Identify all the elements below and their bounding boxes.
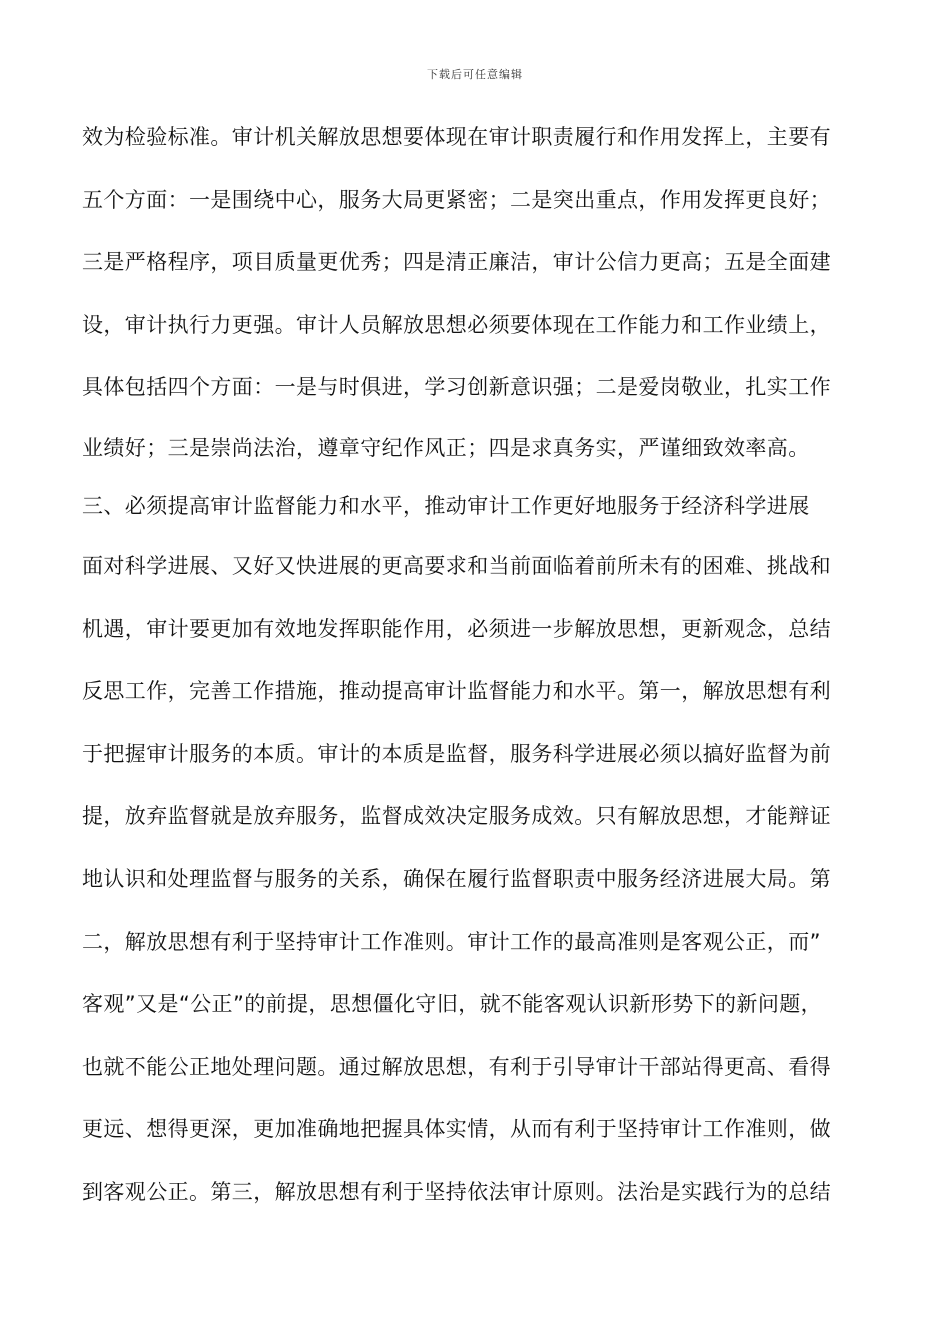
text-line: 于把握审计服务的本质。审计的本质是监督，服务科学进展必须以搞好监督为前 xyxy=(82,741,831,766)
section-heading: 三、必须提高审计监督能力和水平，推动审计工作更好地服务于经济科学进展 xyxy=(82,493,810,518)
document-body xyxy=(82,106,872,1224)
page-header: 下载后可任意编辑 xyxy=(427,68,523,81)
text-line: 到客观公正。第三，解放思想有利于坚持依法审计原则。法治是实践行为的总结 xyxy=(82,1179,831,1204)
text-line: 面对科学进展、又好又快进展的更高要求和当前面临着前所未有的困难、挑战和 xyxy=(82,553,831,578)
text-line: 客观”又是“公正”的前提，思想僵化守旧，就不能客观认识新形势下的新问题， xyxy=(82,992,823,1017)
text-line: 也就不能公正地处理问题。通过解放思想，有利于引导审计干部站得更高、看得 xyxy=(82,1054,831,1079)
text-line: 地认识和处理监督与服务的关系，确保在履行监督职责中服务经济进展大局。第 xyxy=(82,866,831,891)
text-line: 设，审计执行力更强。审计人员解放思想必须要体现在工作能力和工作业绩上， xyxy=(82,312,831,337)
text-line: 效为检验标准。审计机关解放思想要体现在审计职责履行和作用发挥上，主要有 xyxy=(82,125,831,149)
text-line: 三是严格程序，项目质量更优秀；四是清正廉洁，审计公信力更高；五是全面建 xyxy=(82,250,831,275)
text-line: 业绩好；三是崇尚法治，遵章守纪作风正；四是求真务实，严谨细致效率高。 xyxy=(82,435,810,460)
text-line: 反思工作，完善工作措施，推动提高审计监督能力和水平。第一，解放思想有利 xyxy=(82,679,831,704)
text-line: 具体包括四个方面：一是与时俱进，学习创新意识强；二是爱岗敬业，扎实工作 xyxy=(82,375,831,400)
text-line: 机遇，审计要更加有效地发挥职能作用，必须进一步解放思想，更新观念，总结 xyxy=(82,616,831,641)
text-line: 提，放弃监督就是放弃服务，监督成效决定服务成效。只有解放思想，才能辩证 xyxy=(82,804,831,829)
text-line: 更远、想得更深，更加准确地把握具体实情，从而有利于坚持审计工作准则，做 xyxy=(82,1117,831,1142)
text-line: 二，解放思想有利于坚持审计工作准则。审计工作的最高准则是客观公正，而” xyxy=(82,929,821,954)
text-line: 五个方面：一是围绕中心，服务大局更紧密；二是突出重点，作用发挥更良好； xyxy=(82,187,831,212)
